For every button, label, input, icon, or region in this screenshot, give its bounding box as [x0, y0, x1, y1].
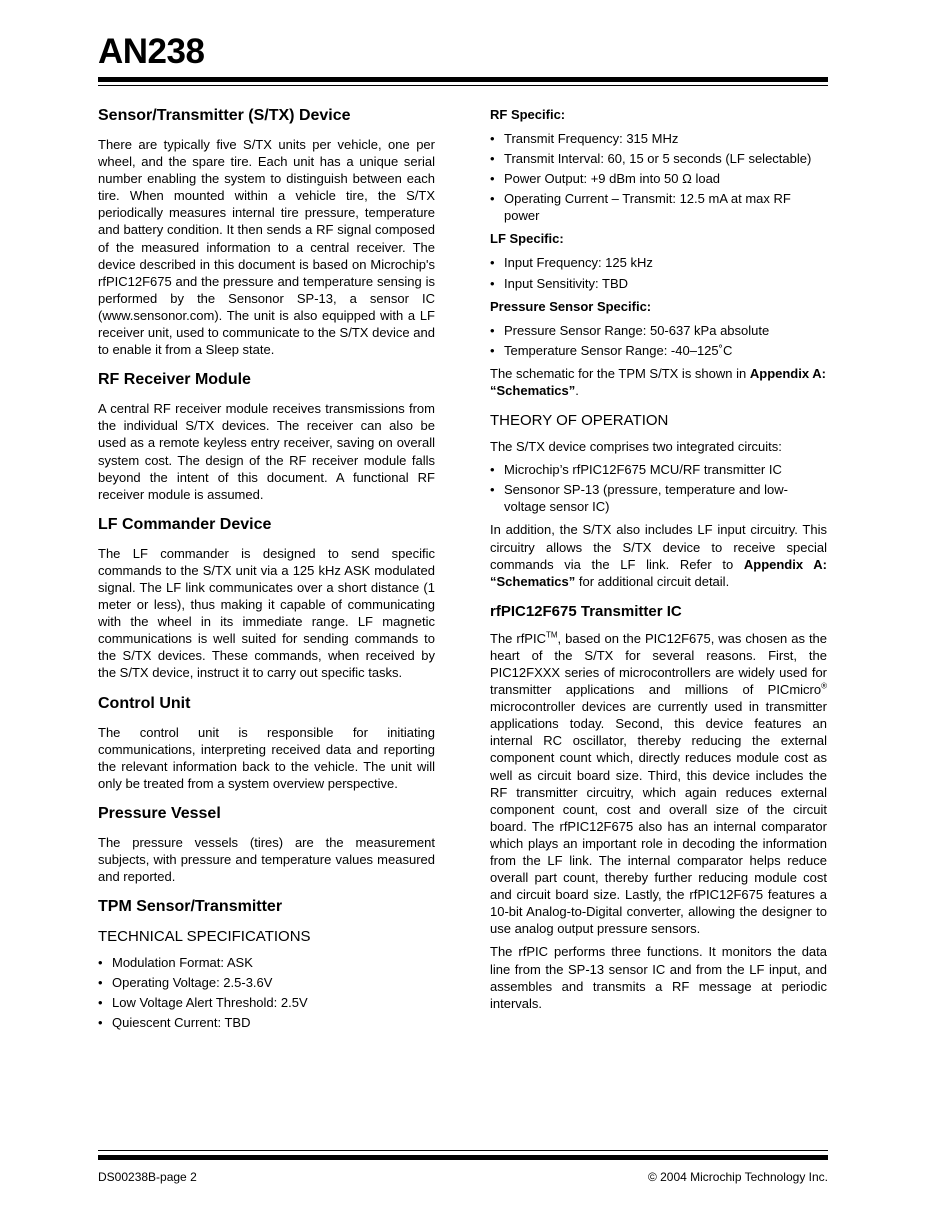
- list-item: • Operating Voltage: 2.5-3.6V: [98, 974, 435, 991]
- rfpic-functions-paragraph: The rfPIC performs three functions. It monitors the data line from the SP-13 sensor IC and from the LF input, and assembles and transmits a RF message at periodic intervals.: [490, 944, 827, 1011]
- copyright: © 2004 Microchip Technology Inc.: [647, 1170, 828, 1184]
- theory-paragraph-end: for additional circuit detail.: [575, 573, 730, 589]
- list-item: • Low Voltage Alert Threshold: 2.5V: [98, 994, 435, 1011]
- list-item: • Operating Current – Transmit: 12.5 mA at max RF power: [490, 190, 827, 224]
- section-heading: Control Unit: [98, 694, 191, 712]
- list-item: • Input Sensitivity: TBD: [490, 275, 827, 292]
- appendix-reference: Appendix A: “Schematics”: [490, 365, 826, 398]
- rfpic-text-b: , based on the PIC12F675, was chosen as the heart of the S/TX for several reasons. First, the PIC12FXXX series of microcontrollers are widely used for transmitter applications and millions of PICmicro: [490, 630, 828, 698]
- rf-specific-heading: RF Specific:: [490, 107, 566, 122]
- section-rf-receiver: [98, 370, 435, 503]
- paragraph: The control unit is responsible for initiating communications, interpreting received data and reporting the relevant information back to the vehicle. The unit will only be treated from a system overview perspective.: [98, 724, 435, 791]
- list-item: • Sensonor SP-13 (pressure, temperature and low-voltage sensor IC): [490, 481, 827, 515]
- section-heading: LF Commander Device: [98, 515, 272, 533]
- lf-specific-heading: LF Specific:: [490, 231, 564, 247]
- theory-intro: The S/TX device comprises two integrated circuits:: [490, 439, 782, 455]
- paragraph: The pressure vessels (tires) are the measurement subjects, with pressure and temperature values measured and reported.: [98, 834, 435, 885]
- appendix-reference: Appendix A: “Schematics”: [490, 556, 827, 589]
- subsection-heading: TECHNICAL SPECIFICATIONS: [98, 928, 311, 946]
- header-rule-thick: [98, 77, 828, 82]
- section-pressure-vessel: [98, 804, 435, 885]
- list-item: • Transmit Frequency: 315 MHz: [490, 130, 827, 147]
- theory-paragraph-text: In addition, the S/TX also includes LF input circuitry. This circuitry allows the S/TX device to receive special commands via the LF link. Refer to: [490, 522, 827, 572]
- pressure-specific-heading: Pressure Sensor Specific:: [490, 298, 652, 314]
- right-column: [490, 106, 827, 1018]
- section-heading: RF Receiver Module: [98, 371, 251, 389]
- theory-paragraph: [490, 521, 827, 589]
- list-item: • Pressure Sensor Range: 50-637 kPa absolute: [490, 322, 827, 339]
- paragraph: The LF commander is designed to send specific commands to the S/TX unit via a 125 kHz ASK modulated signal. The LF link communicates over a short distance (1 meter or less), thus making it capable of communicating with the wheel in its immediate range. LF magnetic communications is well suited for sending commands to the S/TX devices. These commands, when received by the S/TX device, instruct it to carry out specific tasks.: [98, 545, 435, 681]
- lf-specific-list: [490, 254, 827, 291]
- theory-list: [490, 461, 827, 515]
- list-item: • Input Frequency: 125 kHz: [490, 254, 827, 271]
- section-heading: TPM Sensor/Transmitter: [98, 898, 283, 916]
- footer-rule-thin: [98, 1150, 828, 1151]
- schematic-note: [490, 365, 827, 399]
- pressure-specific-list: [490, 322, 827, 359]
- header-rule-thin: [98, 85, 828, 86]
- trademark-mark: TM: [545, 630, 558, 640]
- footer-rule-thick: [98, 1155, 828, 1160]
- rf-specific-list: [490, 130, 827, 224]
- left-column: [98, 106, 435, 1044]
- document-number: AN238: [98, 32, 205, 71]
- rfpic-paragraph: [490, 630, 827, 938]
- schematic-note-end: .: [575, 382, 579, 398]
- registered-mark: ®: [821, 681, 827, 691]
- section-control-unit: [98, 694, 435, 792]
- theory-heading: THEORY OF OPERATION: [490, 412, 669, 430]
- list-item: • Microchip’s rfPIC12F675 MCU/RF transmitter IC: [490, 461, 827, 478]
- list-item: • Temperature Sensor Range: -40–125˚C: [490, 342, 827, 359]
- section-heading: Pressure Vessel: [98, 804, 221, 822]
- spec-list: [98, 954, 435, 1031]
- list-item: • Transmit Interval: 60, 15 or 5 seconds (LF selectable): [490, 150, 827, 167]
- rfpic-text-c: microcontroller devices are currently used in transmitter applications today. Second, this device features an internal RC oscillator, thereby reducing the external component count which, directly reduces module cost as well as circuit board size. Third, this device includes the RF transmitter circuitry, which again reduces external component count, cost and overall size of the circuit board. The rfPIC12F675 also has an internal comparator which plays an important role in decoding the information from the LF link. The internal comparator helps reduce overall part count, thereby further reducing module cost and circuit board size. Lastly, the rfPIC12F675 features a 10-bit Analog-to-Digital converter, allowing the designer to use analog output pressure sensors.: [490, 699, 827, 937]
- page-number: DS00238B-page 2: [98, 1170, 197, 1184]
- section-heading: Sensor/Transmitter (S/TX) Device: [98, 107, 351, 124]
- section-lf-commander: [98, 515, 435, 682]
- paragraph: There are typically five S/TX units per vehicle, one per wheel, and the spare tire. Each unit has a unique serial number enabling the system to distinguish between each tire. When mounted within a vehicle tire, the S/TX periodically measures internal tire pressure, temperature and battery condition. It then sends a RF signal composed of the measured information to a central receiver. The device described in this document is based on Microchip's rfPIC12F675 and the pressure and temperature sensing is performed by the Sensonor SP-13, a sensor IC (www.sensonor.com). The unit is also equipped with a LF receiver unit, used to communicate to the S/TX device and to enable it from a Sleep state.: [98, 137, 435, 358]
- rfpic-heading: rfPIC12F675 Transmitter IC: [490, 602, 682, 620]
- list-item: • Power Output: +9 dBm into 50 Ω load: [490, 170, 827, 187]
- rfpic-text-a: The rfPIC: [490, 630, 546, 646]
- paragraph: A central RF receiver module receives transmissions from the individual S/TX devices. The receiver can also be used as a remote keyless entry receiver, saving on overall system cost. The design of the RF receiver module falls beyond the intent of this document. A functional RF receiver module is assumed.: [98, 401, 435, 502]
- section-tpm-sensor: [98, 897, 435, 1031]
- section-stx-device: [98, 106, 435, 358]
- list-item: • Quiescent Current: TBD: [98, 1014, 435, 1031]
- schematic-note-text: The schematic for the TPM S/TX is shown in: [490, 365, 750, 381]
- list-item: • Modulation Format: ASK: [98, 954, 435, 971]
